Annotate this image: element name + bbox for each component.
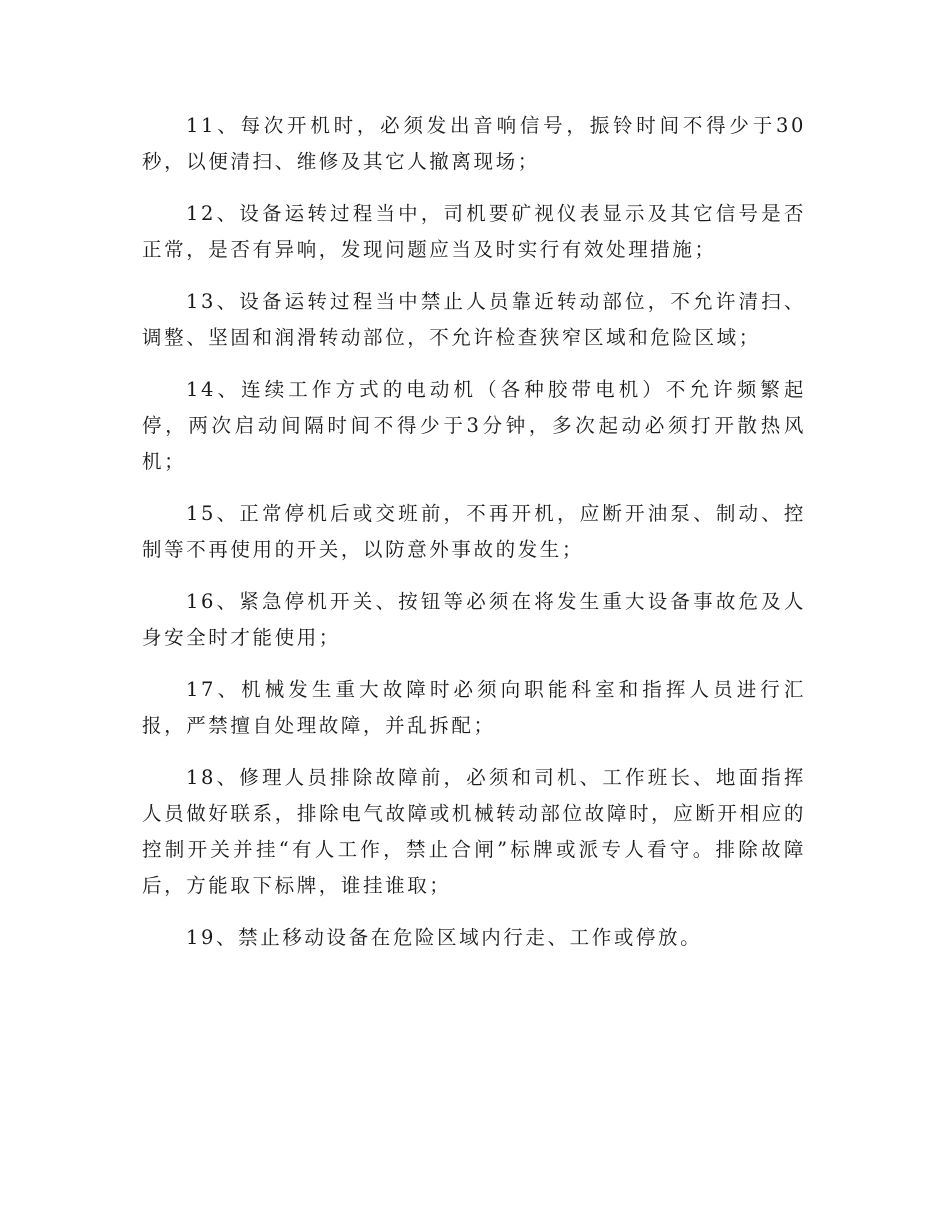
rule-paragraph-17: 17、机械发生重大故障时必须向职能科室和指挥人员进行汇报，严禁擅自处理故障，并乱拆配； <box>142 678 806 737</box>
rule-paragraph-18: 18、修理人员排除故障前，必须和司机、工作班长、地面指挥人员做好联系，排除电气故障或机械转动部位故障时，应断开相应的控制开关并挂“有人工作，禁止合闸”标牌或派专人看守。排除故障后，方能取下标牌，谁挂谁取； <box>142 766 806 897</box>
rule-paragraph-11: 11、每次开机时，必须发出音响信号，振铃时间不得少于30秒，以便清扫、维修及其它人撤离现场； <box>142 114 806 173</box>
rule-paragraph-15: 15、正常停机后或交班前，不再开机，应断开油泵、制动、控制等不再使用的开关，以防意外事故的发生； <box>142 502 806 561</box>
rule-paragraph-13: 13、设备运转过程当中禁止人员靠近转动部位，不允许清扫、调整、坚固和润滑转动部位，不允许检查狭窄区域和危险区域； <box>142 290 806 349</box>
rule-paragraph-16: 16、紧急停机开关、按钮等必须在将发生重大设备事故危及人身安全时才能使用； <box>142 590 806 649</box>
rule-paragraph-14: 14、连续工作方式的电动机（各种胶带电机）不允许频繁起停，两次启动间隔时间不得少于3分钟，多次起动必须打开散热风机； <box>142 378 806 473</box>
rule-paragraph-12: 12、设备运转过程当中，司机要矿视仪表显示及其它信号是否正常，是否有异响，发现问题应当及时实行有效处理措施； <box>142 202 806 261</box>
rule-paragraph-19: 19、禁止移动设备在危险区域内行走、工作或停放。 <box>186 926 703 949</box>
document-body <box>142 108 806 972</box>
